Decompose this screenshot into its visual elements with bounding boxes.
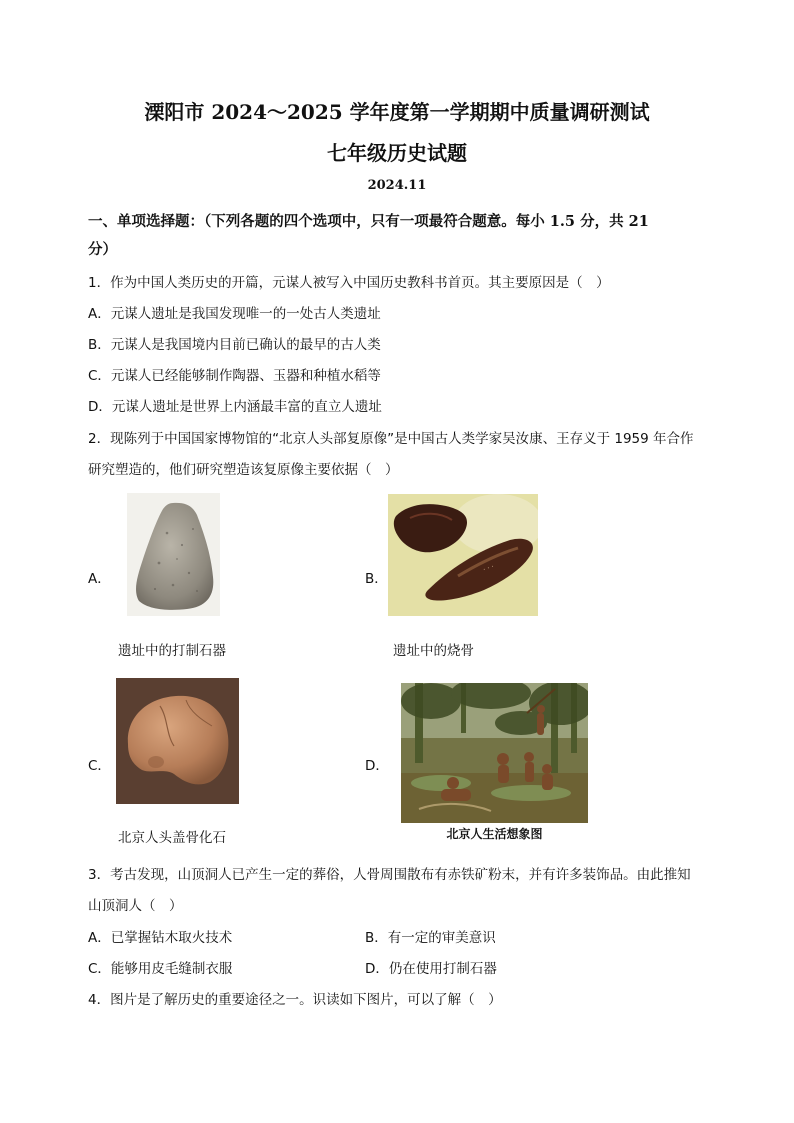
q3-stem-cont: 山顶洞人（ ） (88, 898, 183, 914)
q2-option-a-caption: 遗址中的打制石器 (118, 643, 226, 659)
q2-option-b-letter[interactable]: B． (365, 571, 388, 587)
q2-option-b-caption: 遗址中的烧骨 (393, 643, 474, 659)
q3-stem: 3．考古发现，山顶洞人已产生一定的葬俗，人骨周围散布有赤铁矿粉末，并有许多装饰品。由此推知 (88, 867, 691, 883)
q2-option-d-caption: 北京人生活想象图 (446, 827, 543, 841)
q3-option-b[interactable]: B．有一定的审美意识 (365, 930, 496, 946)
q3-option-d[interactable]: D．仍在使用打制石器 (365, 961, 497, 977)
q2-option-d-letter[interactable]: D． (365, 758, 389, 774)
q2-stem: 2．现陈列于中国国家博物馆的“北京人头部复原像”是中国古人类学家吴汝康、王存义于 1959 年合作 (88, 431, 694, 447)
q3-option-c[interactable]: C．能够用皮毛缝制衣服 (88, 961, 233, 977)
q1-option-c[interactable]: C．元谋人已经能够制作陶器、玉器和种植水稻等 (88, 368, 381, 384)
exam-subtitle: 七年级历史试题 (327, 141, 467, 165)
section-heading-cont: 分） (88, 241, 117, 258)
stone-tool-image (127, 493, 220, 616)
q2-option-a-letter[interactable]: A． (88, 571, 111, 587)
svg-text:· · ·: · · · (481, 562, 496, 574)
q1-option-b[interactable]: B．元谋人是我国境内目前已确认的最早的古人类 (88, 337, 381, 353)
q3-option-a[interactable]: A．已掌握钻木取火技术 (88, 930, 233, 946)
q1-option-d[interactable]: D．元谋人遗址是世界上内涵最丰富的直立人遗址 (88, 399, 382, 415)
q2-option-c-caption: 北京人头盖骨化石 (118, 830, 226, 846)
exam-title: 溧阳市 2024～2025 学年度第一学期期中质量调研测试 (144, 100, 650, 124)
life-scene-image (401, 683, 588, 823)
q2-option-c-letter[interactable]: C． (88, 758, 111, 774)
q1-option-a[interactable]: A．元谋人遗址是我国发现唯一的一处古人类遗址 (88, 306, 381, 322)
q1-stem: 1．作为中国人类历史的开篇，元谋人被写入中国历史教科书首页。其主要原因是（ ） (88, 275, 610, 291)
skull-fossil-image (116, 678, 239, 804)
burnt-bone-image (388, 494, 538, 616)
q2-stem-cont: 研究塑造的，他们研究塑造该复原像主要依据（ ） (88, 462, 399, 478)
exam-date: 2024.11 (367, 178, 427, 193)
q4-stem: 4．图片是了解历史的重要途径之一。识读如下图片，可以了解（ ） (88, 992, 502, 1008)
section-heading: 一、单项选择题：（下列各题的四个选项中，只有一项最符合题意。每小 1.5 分，共 21 (88, 213, 649, 230)
